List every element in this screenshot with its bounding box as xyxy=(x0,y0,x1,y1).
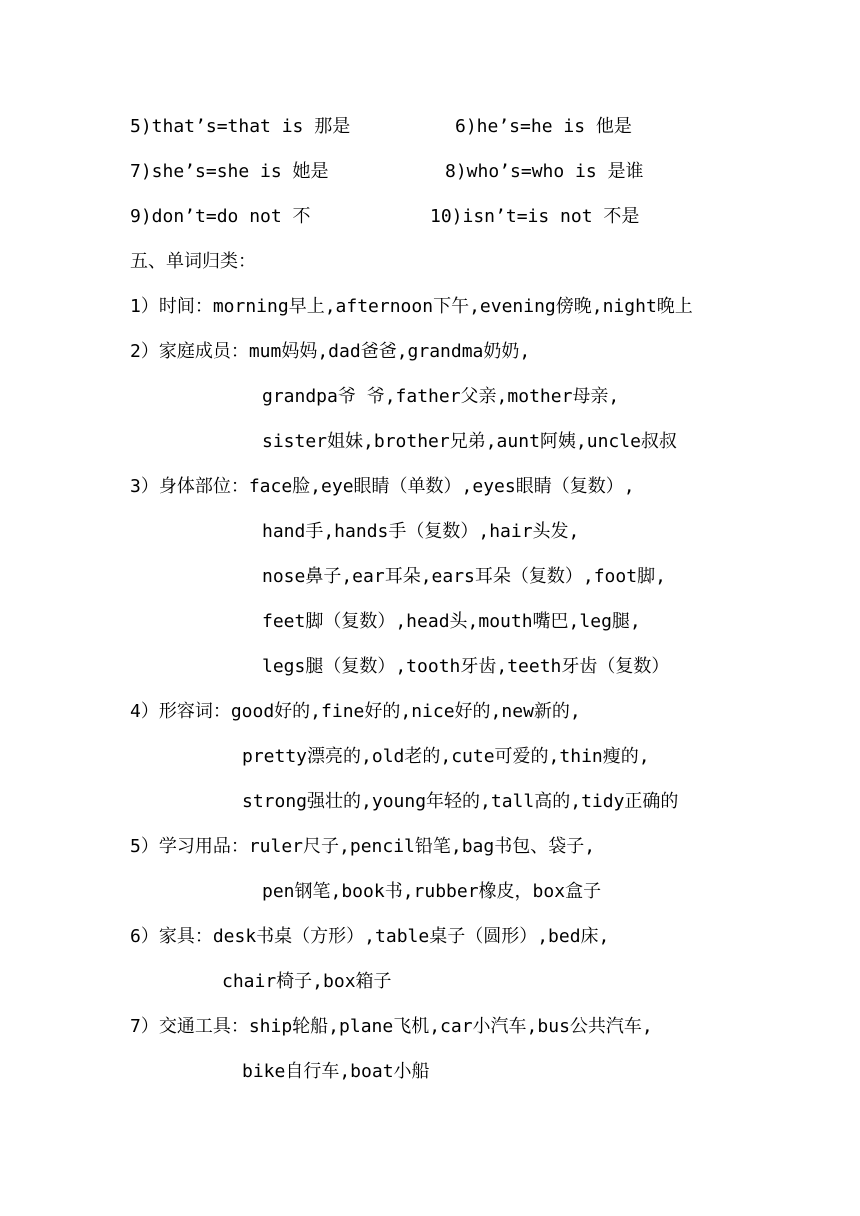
category-adjectives-line: strong强壮的,young年轻的,tall高的,tidy正确的 xyxy=(242,791,679,812)
contraction-item: 5)that’s=that is 那是 xyxy=(130,116,351,137)
category-adjectives-line: pretty漂亮的,old老的,cute可爱的,thin瘦的, xyxy=(242,746,650,767)
category-time-line: 1）时间：morning早上,afternoon下午,evening傍晚,night晚上 xyxy=(130,296,693,317)
category-transport-line: bike自行车,boat小船 xyxy=(242,1061,430,1082)
category-furniture-line: 6）家具：desk书桌（方形）,table桌子（圆形）,bed床, xyxy=(130,926,610,947)
category-school-line: pen钢笔,book书,rubber橡皮，box盒子 xyxy=(262,881,602,902)
category-family-line: sister姐妹,brother兄弟,aunt阿姨,uncle叔叔 xyxy=(262,431,677,452)
contraction-item: 8)who’s=who is 是谁 xyxy=(445,161,644,182)
category-body-line: 3）身体部位：face脸,eye眼睛（单数）,eyes眼睛（复数）, xyxy=(130,476,635,497)
category-family-line: grandpa爷 爷,father父亲,mother母亲, xyxy=(262,386,620,407)
category-family-line: 2）家庭成员：mum妈妈,dad爸爸,grandma奶奶, xyxy=(130,341,531,362)
category-transport-line: 7）交通工具：ship轮船,plane飞机,car小汽车,bus公共汽车, xyxy=(130,1016,653,1037)
category-adjectives-line: 4）形容词：good好的,fine好的,nice好的,new新的, xyxy=(130,701,581,722)
category-body-line: nose鼻子,ear耳朵,ears耳朵（复数）,foot脚, xyxy=(262,566,666,587)
contraction-item: 7)she’s=she is 她是 xyxy=(130,161,329,182)
category-school-line: 5）学习用品：ruler尺子,pencil铅笔,bag书包、袋子, xyxy=(130,836,596,857)
category-body-line: legs腿（复数）,tooth牙齿,teeth牙齿（复数） xyxy=(262,656,670,677)
category-body-line: hand手,hands手（复数）,hair头发, xyxy=(262,521,580,542)
category-body-line: feet脚（复数）,head头,mouth嘴巴,leg腿, xyxy=(262,611,641,632)
contraction-item: 6)he’s=he is 他是 xyxy=(455,116,632,137)
contraction-item: 10)isn’t=is not 不是 xyxy=(430,206,640,227)
category-furniture-line: chair椅子,box箱子 xyxy=(222,971,392,992)
contraction-item: 9)don’t=do not 不 xyxy=(130,206,311,227)
section-heading: 五、单词归类： xyxy=(130,251,256,272)
